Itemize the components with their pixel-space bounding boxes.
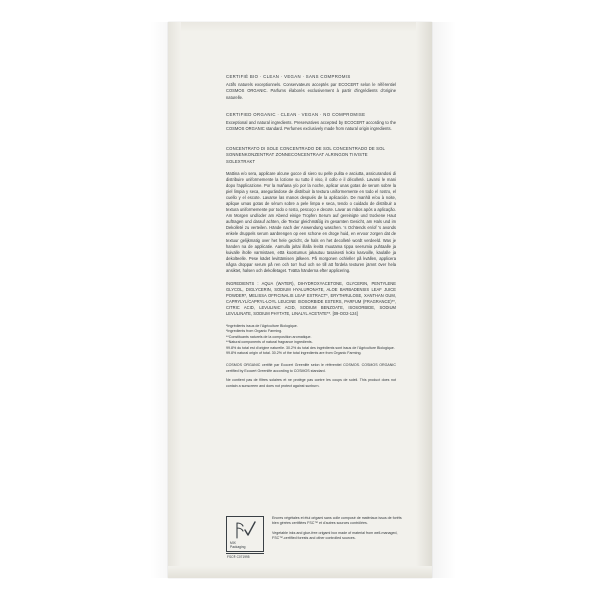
footnotes-block (226, 324, 396, 356)
carton-back-panel (226, 74, 396, 389)
product-carton (168, 22, 432, 578)
fsc-badge (226, 516, 264, 552)
certification-body-fr: Actifs naturels exceptionnels. Conservateurs acceptés par ECOCERT selon le référentiel COSMOS ORGANIC. Parfums élaborés exclusivement à partir d'ingrédients d'origine naturelle. (226, 82, 396, 100)
backdrop-shadow-left (150, 22, 170, 578)
certification-block-en (226, 112, 396, 133)
spacer (226, 356, 396, 363)
fsc-mix-label: MIX (230, 541, 236, 545)
certification-headline-en: CERTIFIED ORGANIC · CLEAN · VEGAN · NO COMPROMISE (226, 111, 366, 117)
origami-text-fr: Encres végétales et étui origami sans colle composé de matériaux issus de forêts bien gérées certifiées FSC™ et d'autres sources contrôlées. (272, 516, 402, 526)
carton-bottom-row (226, 516, 402, 559)
spacer (226, 274, 396, 281)
certification-body-en: Exceptional and natural ingredients. Preservatives accepted by ECOCERT according to the COSMOS ORGANIC standard. Perfumes exclusively made from natural origin ingredients. (226, 120, 396, 132)
footnote-4: 99.8% du total est d'origine naturelle. 30.2% du total des ingrédients sont issus de l'Agriculture Biologique. (226, 345, 395, 350)
footnote-1: *Ingredients from Organic Farming. (226, 329, 283, 334)
certification-headline-fr: CERTIFIÉ BIO · CLEAN · VEGAN · SANS COMPROMIS (226, 74, 351, 79)
product-title: CONCENTRATO DI SOLE CONCENTRADO DE SOL CONCENTRADO DE SOL SONNENKONZENTRAT ZONNECONCENTRAAT ALRINGON TIIVISTE SOLEXTRAKT (226, 146, 385, 164)
footnote-2: **Constituants naturels de la composition aromatique. (226, 334, 312, 339)
cosmos-certification-note: COSMOS ORGANIC certifié par Ecocert Greenlife selon le référentiel COSMOS. COSMOS ORGANIC certified by Ecocert Greenlife according to COSMOS standard. (226, 363, 396, 373)
ingredients-list: INGREDIENTS : AQUA (WATER), DIHYDROXYACETONE, GLYCERIN, PENTYLENE GLYCOL, DIGLYCERIN, SODIUM HYALURONATE, ALOE BARBADENSIS LEAF JUICE POWDER*, MELISSA OFFICINALIS LEAF EXTRACT*, ERYTHRULOSE, XANTHAN GUM, CAPRYLYL/CAPRYL-LOYL LEUCINE ISOSORBIDE ESTERS, PARFUM (FRAGRANCE)**, CITRIC ACID, LEVULINIC ACID, SODIUM BENZOATE, ISOSORBIDE, SODIUM LEVULINATE, SODIUM PHYTATE, LINALYL ACETATE**. [09-OO2-124] (226, 280, 396, 317)
spacer (226, 139, 396, 146)
carton-right-edge (416, 22, 432, 578)
footnote-0: *Ingrédients issus de l'Agriculture Biologique. (226, 324, 298, 329)
sunscreen-warning: Ne contient pas de filtres solaires et ne protège pas contre les coups de soleil. This product does not contain a sunscreen and does not protect against sunburn. (226, 378, 396, 388)
spacer (226, 317, 396, 324)
fsc-tree-checkmark-icon (229, 519, 261, 541)
fsc-license-code: FSC® C071995 (226, 553, 264, 559)
origami-text-block (272, 516, 402, 542)
certification-block-fr (226, 74, 396, 101)
carton-top-edge (168, 22, 432, 32)
carton-left-edge (168, 22, 181, 578)
directions-of-use: Mattina e/o sera, applicare alcune gocce di siero su pelle pulita e asciutta, assicurandosi di distribuire uniformemente la lozione su tutto il viso, il collo e il décolleté. Lavarsi le mani dopo l'applicazione. Por la mañana y/o por la noche, aplicar unas gotas de serum sobre la piel limpia y seca, asegurándose de distribuir la textura uniformemente en todo el rostro, el cuello y el escote. Lavarse las manos después de la aplicación. De manhã e/ou à noite, aplique umas gotas de sérum sobre a pele limpa e seca, tendo o cuidado de distribuir a textura uniformemente por todo o rosto, pescoço e decote. Lavar as mãos após a aplicação. Am Morgen und/oder am Abend einige Tropfen Serum auf gereinigte und trockene Haut auftragen und darauf achten, die Textur gleichmäßig im gesamten Gesicht, am Hals und im Dekolleté zu verteilen. Hände nach der Anwendung waschen. 's Ochtends en/of 's avonds enkele druppels serum aanbrengen op een schone en droge huid, en ervoor zorgen dat de textuur gelijkmatig over het hele gezicht, de hals en het decolleté wordt verdeeld. Was je handen na de applicatie. Aamulla ja/tai illalla levitä muutama tippa seerumia puhtaalle ja kuivalle iholle varmistaen, että koostumus jakautuu tasaisesti koko kasvoille, kaulalle ja dekolteelle. Pese kädet levittämisen jälkeen. På morgonen och/eller på kvällen, applicera några droppar serum på ren och torr hud och se till att fördela texturen jämnt över hela ansiktet, halsen och dekolletaget. Tvätta händerna efter applicering. (226, 171, 396, 273)
backdrop-shadow-right (430, 22, 456, 578)
origami-text-en: Vegetable inks and glue-free origami box made of material from well-managed, FSC™-certified forests and other controlled sources. (272, 530, 398, 541)
fsc-packaging-label: Packaging (230, 545, 246, 550)
carton-bottom-edge (168, 566, 432, 578)
footnote-5: 99.8% natural origin of total. 30.2% of the total ingredients are from Organic Farming. (226, 351, 362, 356)
fsc-logo-block (226, 516, 264, 559)
footnote-3: **Natural components of natural fragrance ingredients. (226, 340, 313, 345)
